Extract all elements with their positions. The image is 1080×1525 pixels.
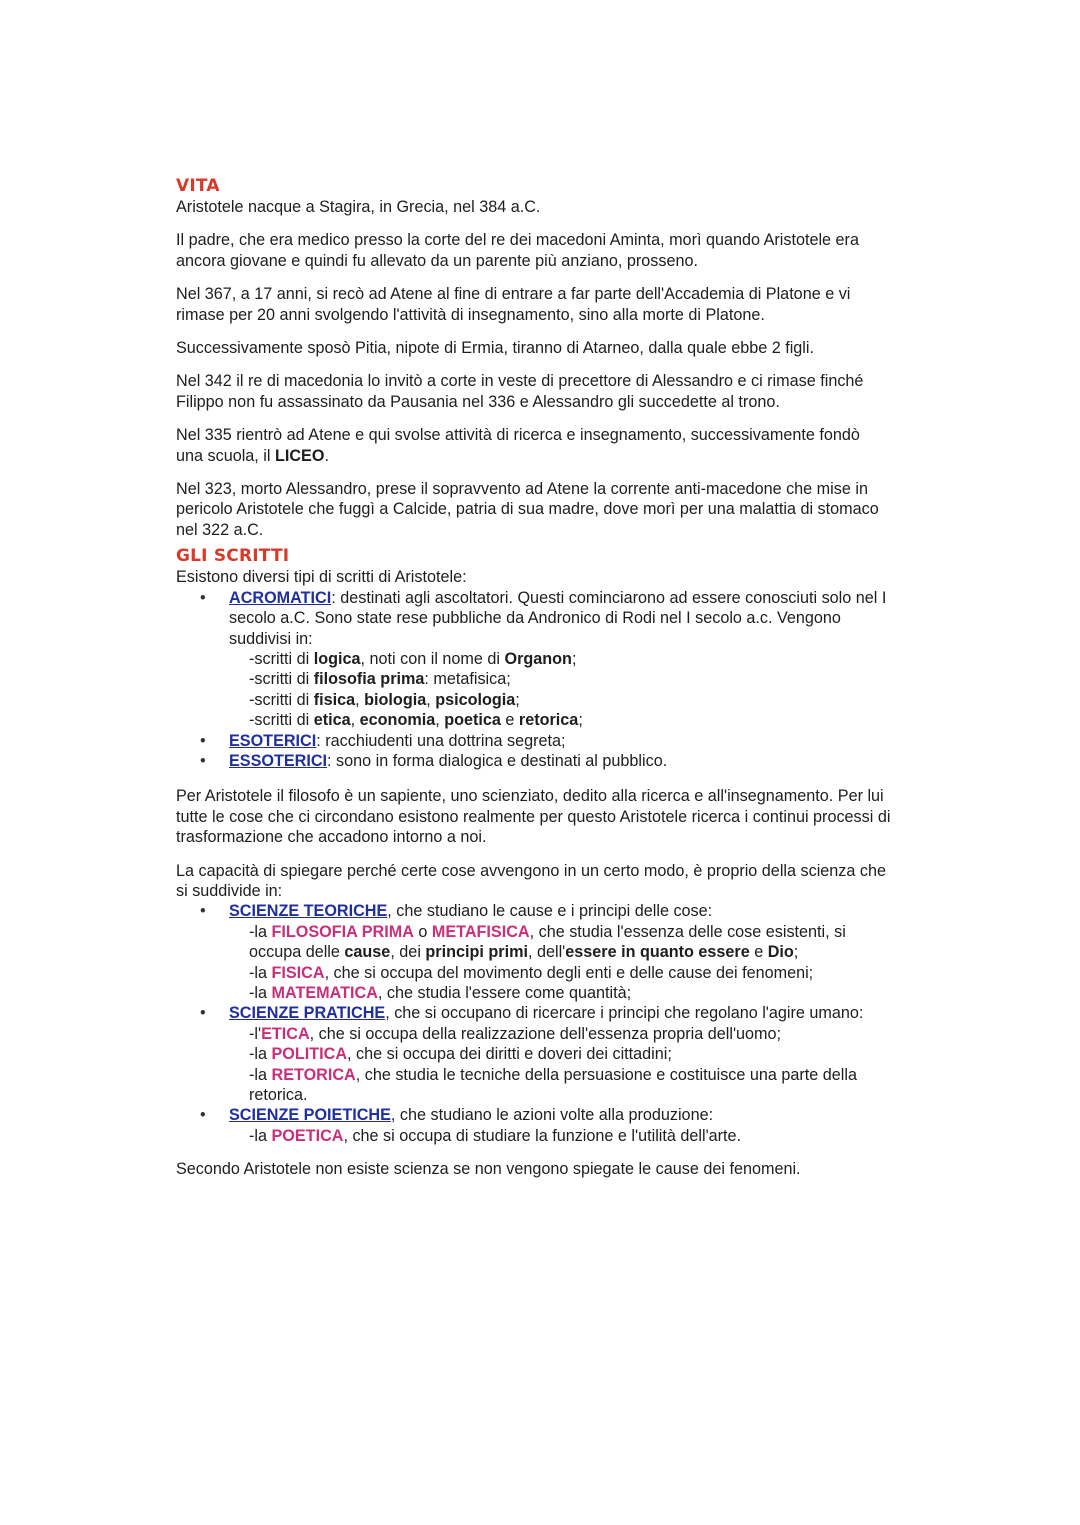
text-run: ; (571, 649, 577, 668)
text-run: e (500, 711, 519, 730)
section-heading-vita: VITA (176, 176, 220, 196)
bold-text: psicologia (435, 690, 516, 709)
list-item (176, 588, 891, 731)
paragraph: Esistono diversi tipi di scritti di Aristotele: (176, 568, 467, 587)
bold-text: logica (313, 649, 361, 668)
text-run: , che si occupa di studiare la funzione e l'utilità dell'arte. (343, 1126, 742, 1145)
sub-item (229, 1024, 891, 1044)
sub-item (229, 1065, 891, 1106)
text-run: Nel 335 rientrò ad Atene e qui svolse attività di ricerca e insegnamento, successivamente fondò una scuola, il (176, 426, 860, 465)
paragraph: Nel 323, morto Alessandro, prese il sopravvento ad Atene la corrente anti-macedone che mise in pericolo Aristotele che fuggì a Calcide, patria di sua madre, dove morì per una malattia di stomaco nel 322 a.C. (176, 480, 879, 539)
paragraph: La capacità di spiegare perché certe cose avvengono in un certo modo, è proprio della scienza che si suddivide in: (176, 861, 886, 900)
highlight-text: POETICA (271, 1126, 344, 1145)
text-run: , dell' (527, 943, 566, 962)
term-acromatici: ACROMATICI (229, 588, 332, 607)
term-scienze-pratiche: SCIENZE PRATICHE (229, 1004, 386, 1023)
text-run: o (413, 922, 432, 941)
highlight-text: POLITICA (271, 1045, 348, 1064)
list-item (176, 731, 891, 751)
text-run: , che studia le tecniche della persuasione e costituisce una parte della retorica. (249, 1065, 857, 1105)
text-run: -la (249, 1045, 272, 1064)
text-run: , che si occupa della realizzazione dell'essenza propria dell'uomo; (309, 1024, 782, 1043)
text-run: : racchiudenti una dottrina segreta; (316, 731, 566, 750)
highlight-text: FISICA (271, 963, 325, 982)
text-run: : destinati agli ascoltatori. Questi cominciarono ad essere conosciuti solo nel I secolo a.C. Sono state rese pubbliche da Andronico di Rodi nel I secolo a.c. Vengono suddivisi in: (229, 588, 887, 648)
sub-item (229, 649, 891, 669)
text-run: , (435, 711, 445, 730)
term-essoterici: ESSOTERICI (229, 751, 328, 770)
bold-text: economia (359, 711, 436, 730)
paragraph: Nel 367, a 17 anni, si recò ad Atene al fine di entrare a far parte dell'Accademia di Platone e vi rimase per 20 anni svolgendo l'attività di insegnamento, sino alla morte di Platone. (176, 285, 851, 324)
bold-text: etica (313, 711, 351, 730)
list-item (176, 901, 891, 1003)
paragraph: Aristotele nacque a Stagira, in Grecia, nel 384 a.C. (176, 198, 541, 216)
term-esoterici: ESOTERICI (229, 731, 317, 750)
highlight-text: ETICA (261, 1024, 310, 1043)
text-run: -la (249, 1126, 272, 1145)
text-run: -scritti di (249, 649, 314, 668)
highlight-text: MATEMATICA (271, 984, 378, 1002)
text-run: , che studiano le cause e i principi delle cose: (387, 902, 713, 921)
text-run: -la (249, 922, 272, 941)
paragraph: Il padre, che era medico presso la corte del re dei macedoni Aminta, morì quando Aristotele era ancora giovane e quindi fu allevato da un parente più anziano, prosseno. (176, 231, 859, 270)
bold-text: Dio (767, 943, 794, 962)
text-run: : sono in forma dialogica e destinati al pubblico. (327, 751, 668, 770)
list-item (176, 751, 891, 771)
highlight-text: FILOSOFIA PRIMA (271, 922, 414, 941)
text-run: , (350, 711, 360, 730)
term-scienze-teoriche: SCIENZE TEORICHE (229, 902, 388, 921)
sub-item (229, 690, 891, 710)
bold-text: fisica (313, 690, 356, 709)
sub-item (229, 669, 891, 689)
bold-text: retorica (518, 711, 579, 730)
text-run: , che studia l'essere come quantità; (377, 984, 632, 1002)
bold-text: biologia (364, 690, 427, 709)
text-run: -scritti di (249, 670, 314, 689)
bold-text: poetica (444, 711, 501, 730)
term-scienze-poietiche: SCIENZE POIETICHE (229, 1106, 391, 1125)
text-run: , che si occupa dei diritti e doveri dei cittadini; (347, 1045, 672, 1064)
text-run: -scritti di (249, 711, 314, 730)
text-run: . (324, 446, 329, 465)
scienze-list (176, 901, 891, 1146)
text-run: ; (578, 711, 583, 730)
text-run: -la (249, 1065, 272, 1084)
text-run: : metafisica; (424, 670, 511, 689)
paragraph: Successivamente sposò Pitia, nipote di Ermia, tiranno di Atarneo, dalla quale ebbe 2 figli. (176, 339, 814, 358)
sub-item (229, 1044, 891, 1064)
sub-item (229, 710, 891, 730)
sub-item (229, 963, 891, 983)
text-run: e (749, 943, 768, 962)
sub-item (229, 922, 891, 963)
bold-text: filosofia prima (313, 670, 425, 689)
text-run: , (426, 690, 436, 709)
bold-text: Organon (504, 649, 572, 668)
section-heading-scritti: GLI SCRITTI (176, 546, 290, 567)
highlight-text: METAFISICA (431, 922, 530, 941)
text-run: , che si occupa del movimento degli enti e delle cause dei fenomeni; (324, 963, 814, 982)
highlight-text: RETORICA (271, 1065, 356, 1084)
paragraph (176, 425, 891, 466)
scritti-list (176, 588, 891, 772)
sub-item (229, 1126, 891, 1146)
list-item (176, 1105, 891, 1146)
text-run: -scritti di (249, 690, 314, 709)
text-run: -l' (249, 1024, 262, 1043)
text-run: , che si occupano di ricercare i principi che regolano l'agire umano: (385, 1004, 864, 1023)
bold-text: cause (344, 943, 391, 962)
text-run: ; (515, 690, 520, 709)
bold-text: LICEO (274, 446, 325, 465)
paragraph: Nel 342 il re di macedonia lo invitò a corte in veste di precettore di Alessandro e ci rimase finché Filippo non fu assassinato da Pausania nel 336 e Alessandro gli succedette al trono. (176, 372, 864, 411)
text-run: -la (249, 963, 272, 982)
paragraph: Per Aristotele il filosofo è un sapiente, uno scienziato, dedito alla ricerca e all'insegnamento. Per lui tutte le cose che ci circondano esistono realmente per questo Aristotele ricerca i continui processi di trasformazione che accadono intorno a noi. (176, 787, 891, 847)
paragraph: Secondo Aristotele non esiste scienza se non vengono spiegate le cause dei fenomeni. (176, 1160, 801, 1179)
sub-item (229, 983, 891, 1003)
document-body (176, 176, 891, 1180)
text-run: -la (249, 984, 272, 1002)
text-run: , che studia l'essenza delle cose esistenti, si occupa delle (249, 922, 846, 962)
list-item (176, 1003, 891, 1105)
bold-text: principi primi (425, 943, 528, 962)
text-run: , noti con il nome di (360, 649, 505, 668)
text-run: , che studiano le azioni volte alla produzione: (390, 1106, 714, 1125)
text-run: ; (793, 943, 799, 962)
text-run: , (355, 690, 365, 709)
bold-text: essere in quanto essere (565, 943, 750, 962)
text-run: , dei (390, 943, 426, 962)
